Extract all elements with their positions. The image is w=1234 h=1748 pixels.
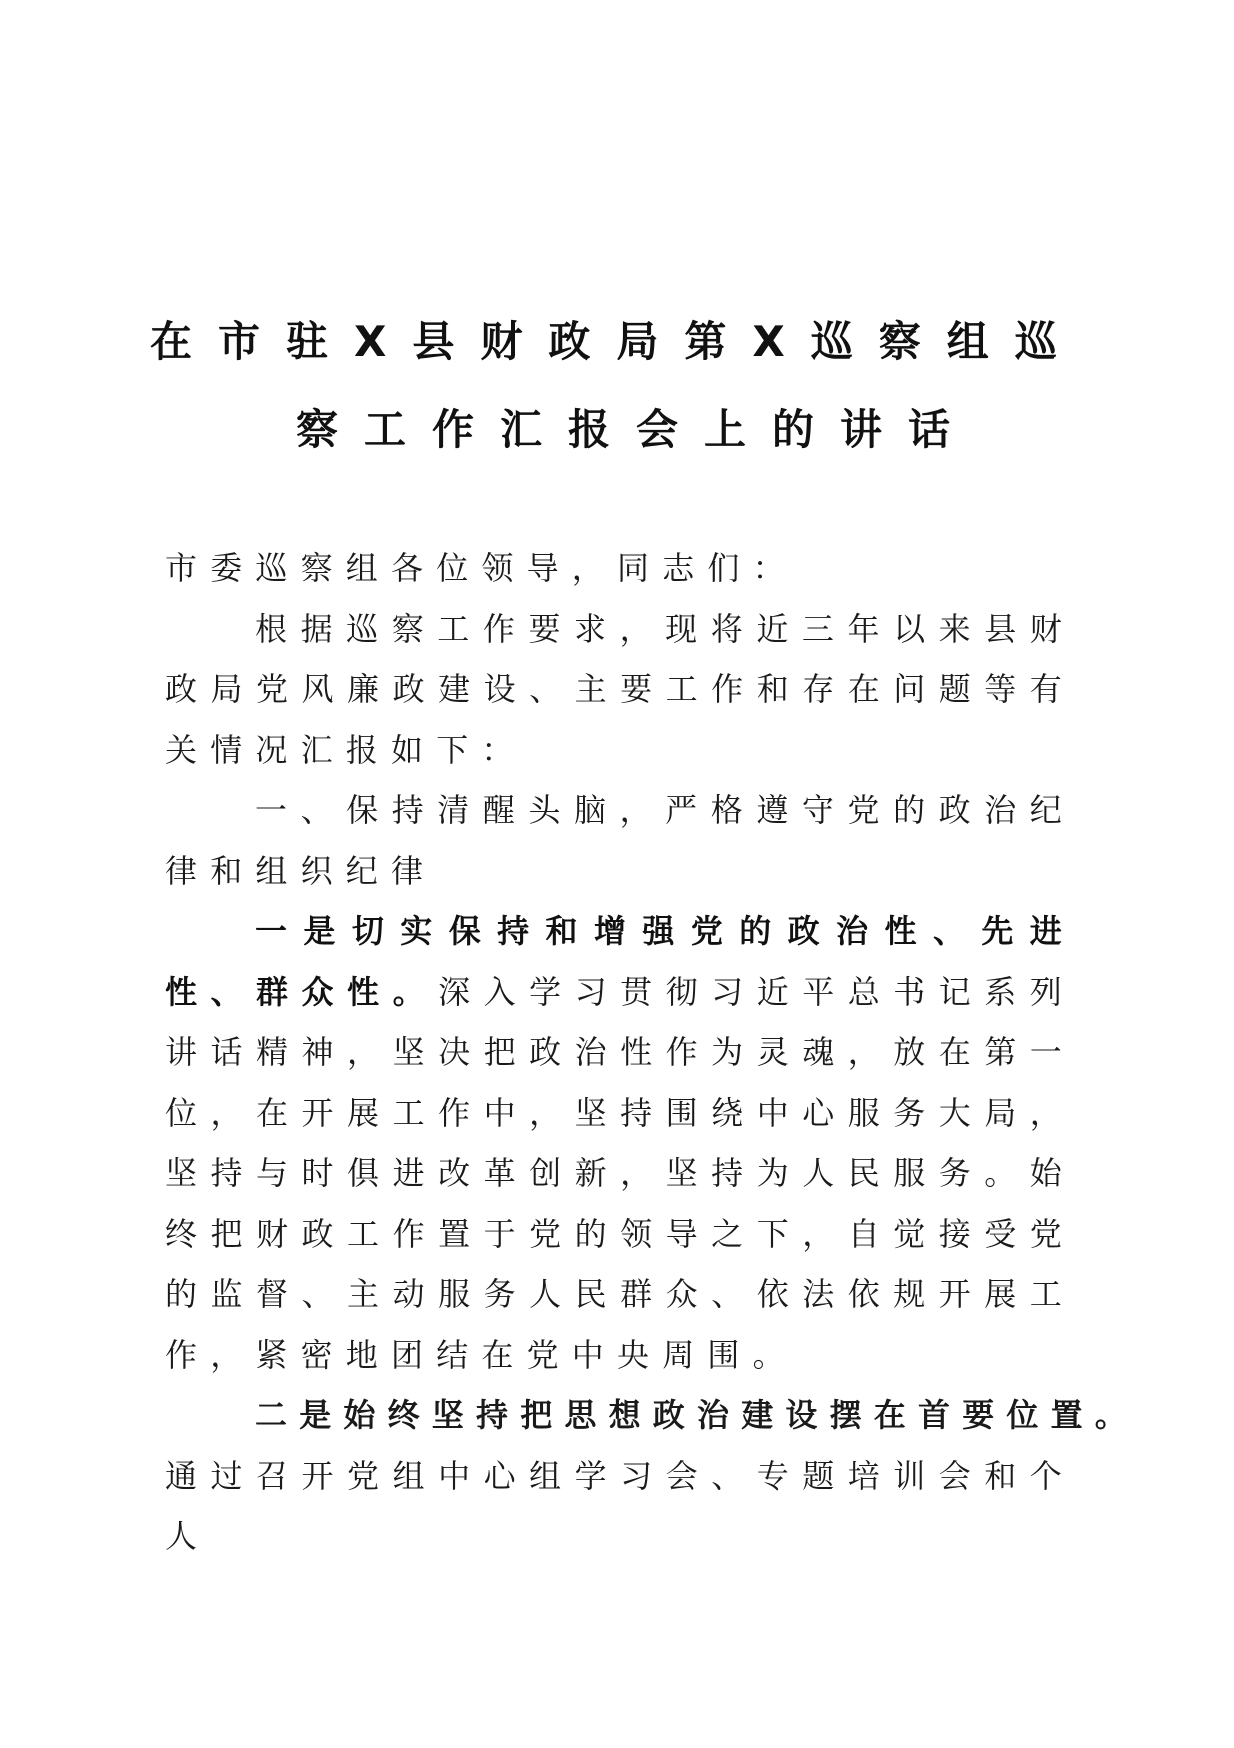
point-1-lead: 一是切实保持和增强党的政治性、先进性、群众性。 bbox=[165, 912, 1075, 1011]
document-body bbox=[165, 538, 1140, 1567]
point-1-text: 深入学习贯彻习近平总书记系列讲话精神，坚决把政治性作为灵魂，放在第一位，在开展工作中，坚持围绕中心服务大局，坚持与时俱进改革创新，坚持为人民服务。始终把财政工作置于党的领导之下，自觉接受党的监督、主动服务人民群众、依法依规开展工作，紧密地团结在党中央周围。 bbox=[165, 972, 1075, 1374]
document-title-line-1: 在市驻X县财政局第X巡察组巡 bbox=[150, 317, 1083, 366]
intro-paragraph: 根据巡察工作要求，现将近三年以来县财政局党风廉政建设、主要工作和存在问题等有关情况汇报如下： bbox=[165, 609, 1075, 769]
point-2-lead: 二是始终坚持把思想政治建设摆在首要位置。 bbox=[255, 1396, 1140, 1434]
point-2-text: 通过召开党组中心组学习会、专题培训会和个人 bbox=[165, 1456, 1075, 1555]
point-1-paragraph bbox=[165, 901, 1075, 1385]
section-1-heading: 一、保持清醒头脑，严格遵守党的政治纪律和组织纪律 bbox=[165, 791, 1075, 890]
salutation: 市委巡察组各位领导，同志们： bbox=[165, 549, 798, 587]
document-title-line-2: 察工作汇报会上的讲话 bbox=[296, 405, 977, 454]
